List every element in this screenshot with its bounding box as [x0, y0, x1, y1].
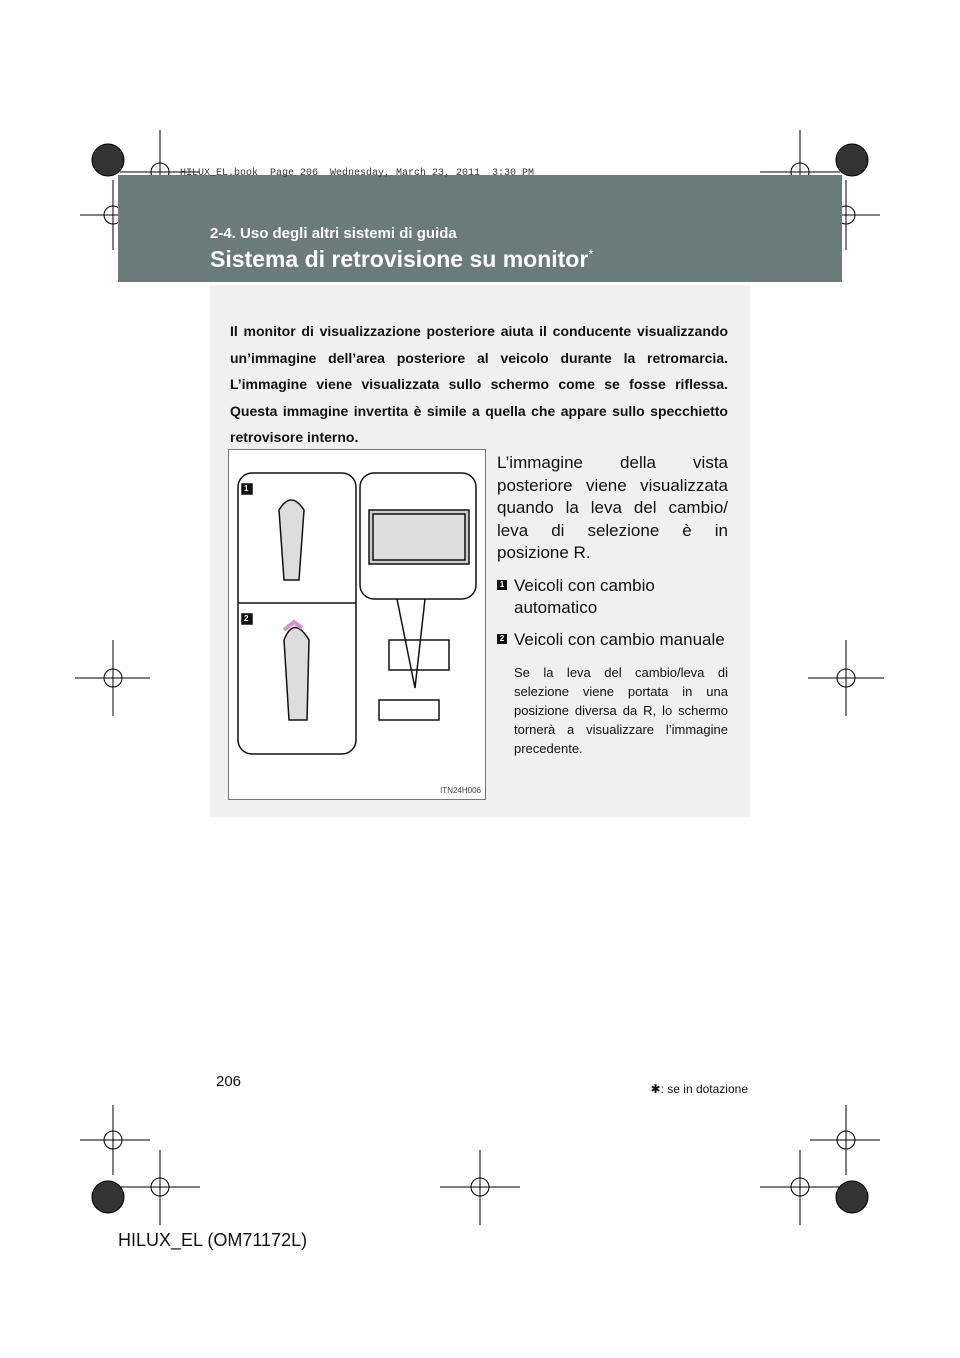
crosshair-icon [75, 640, 150, 716]
crosshair-icon [808, 640, 884, 716]
crosshair-icon [440, 1150, 520, 1225]
figure-label-2: 2 [244, 614, 249, 623]
illustration [228, 449, 486, 800]
title-asterisk: * [588, 246, 594, 262]
page-title [210, 246, 593, 273]
footnote: ✱: se in dotazione [650, 1082, 748, 1096]
item-number: 1 [497, 580, 507, 590]
footer-code: HILUX_EL (OM71172L) [118, 1230, 308, 1250]
figure-code: ITN24H006 [440, 786, 481, 795]
description [497, 452, 728, 758]
item-label: Veicoli con cambio automatico [514, 575, 655, 617]
list-item [497, 575, 728, 619]
crosshair-icon [120, 1150, 200, 1225]
crosshair-icon [810, 1105, 880, 1175]
figure-label-1: 1 [244, 484, 249, 493]
crosshair-icon [80, 1105, 150, 1175]
item-number: 2 [497, 634, 507, 644]
page-number: 206 [216, 1073, 242, 1090]
body-text: L’immagine della vista posteriore viene visualizzata quando la leva del cambio/ leva di selezione è in posizione R. [497, 453, 728, 562]
intro-text: Il monitor di visualizzazione posteriore aiuta il conducente visualizzando un’immagine dell’area posteriore al veicolo durante la retromarcia. L’immagine viene visualizzata sullo schermo come se fosse riflessa. Questa immagine invertita è simile a quella che appare sullo specchietto retrovisore interno. [230, 323, 728, 445]
print-info: HILUX_EL.book Page 206 Wednesday, March 23, 2011 3:30 PM [180, 168, 535, 179]
item-label: Veicoli con cambio manuale [514, 629, 725, 649]
crosshair-icon [760, 1150, 840, 1225]
list-item [497, 629, 728, 651]
section-title: 2-4. Uso degli altri sistemi di guida [210, 225, 457, 242]
title-text: Sistema di retrovisione su monitor [210, 246, 589, 272]
note-text: Se la leva del cambio/leva di selezione viene portata in una posizione diversa da R, lo schermo tornerà a visualizzare l’immagine precedente. [514, 664, 728, 756]
gear-shift-illustration [229, 450, 485, 799]
